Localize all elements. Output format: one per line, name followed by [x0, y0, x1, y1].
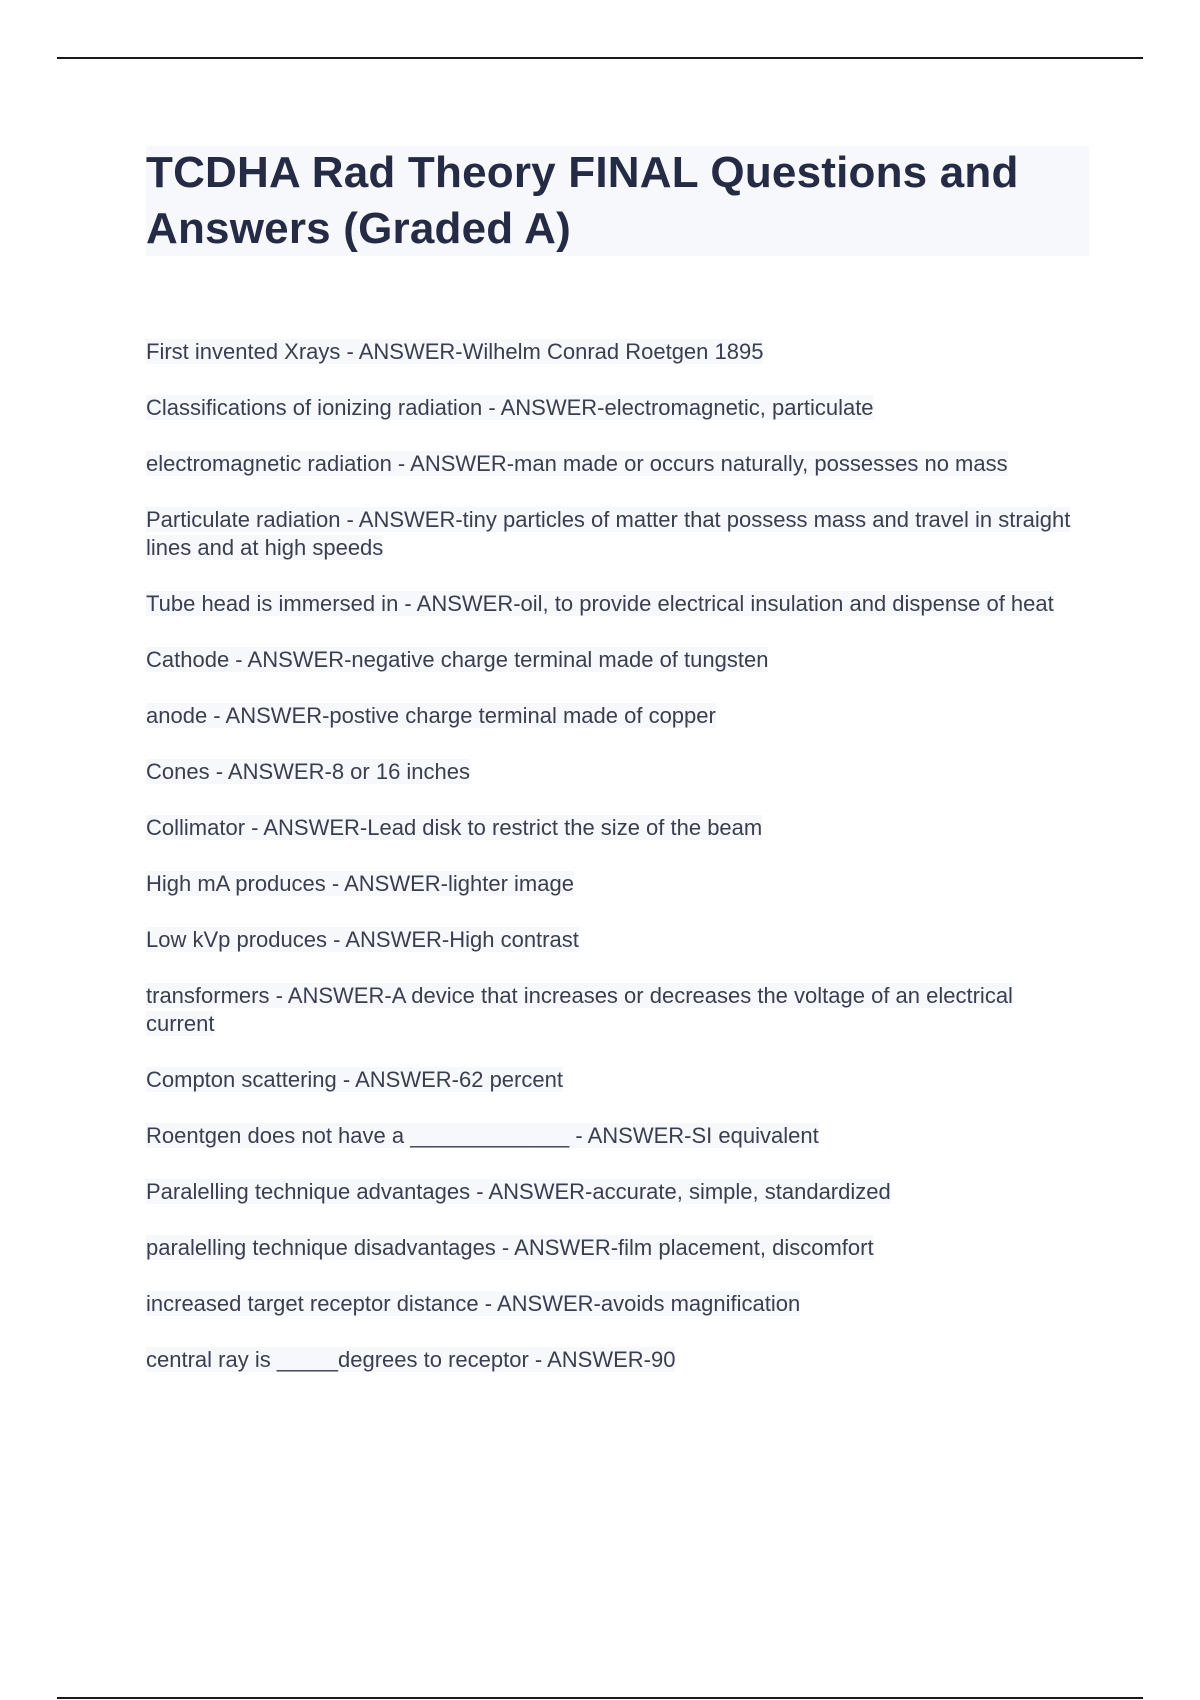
title-block: [146, 146, 1089, 256]
qa-item: [146, 1122, 1086, 1150]
qa-item: [146, 1290, 1086, 1318]
qa-text: Tube head is immersed in - ANSWER-oil, to provide electrical insulation and dispense of heat: [146, 591, 1054, 616]
qa-item: [146, 702, 1086, 730]
qa-text: central ray is _____degrees to receptor - ANSWER-90: [146, 1347, 676, 1372]
qa-text: Cathode - ANSWER-negative charge terminal made of tungsten: [146, 647, 769, 672]
qa-text: Paralelling technique advantages - ANSWER-accurate, simple, standardized: [146, 1179, 891, 1204]
qa-item: [146, 506, 1086, 562]
qa-text: transformers - ANSWER-A device that increases or decreases the voltage of an electrical current: [146, 983, 1013, 1036]
qa-text: First invented Xrays - ANSWER-Wilhelm Conrad Roetgen 1895: [146, 339, 764, 364]
qa-item: [146, 982, 1086, 1038]
qa-item: [146, 338, 1086, 366]
qa-item: [146, 814, 1086, 842]
qa-text: Particulate radiation - ANSWER-tiny particles of matter that possess mass and travel in straight lines and at high speeds: [146, 507, 1071, 560]
qa-text: increased target receptor distance - ANSWER-avoids magnification: [146, 1291, 801, 1316]
qa-item: [146, 646, 1086, 674]
qa-text: electromagnetic radiation - ANSWER-man made or occurs naturally, possesses no mass: [146, 451, 1008, 476]
qa-text: Collimator - ANSWER-Lead disk to restrict the size of the beam: [146, 815, 763, 840]
qa-item: [146, 758, 1086, 786]
qa-text: paralelling technique disadvantages - ANSWER-film placement, discomfort: [146, 1235, 874, 1260]
document-title: TCDHA Rad Theory FINAL Questions and Answers (Graded A): [146, 148, 1019, 253]
qa-item: [146, 1346, 1086, 1374]
qa-item: [146, 870, 1086, 898]
qa-item: [146, 1178, 1086, 1206]
qa-text: Compton scattering - ANSWER-62 percent: [146, 1067, 563, 1092]
top-rule: [57, 57, 1143, 59]
qa-text: Low kVp produces - ANSWER-High contrast: [146, 927, 579, 952]
qa-text: High mA produces - ANSWER-lighter image: [146, 871, 574, 896]
qa-item: [146, 926, 1086, 954]
qa-text: Cones - ANSWER-8 or 16 inches: [146, 759, 471, 784]
qa-text: Roentgen does not have a _____________ - ANSWER-SI equivalent: [146, 1123, 819, 1148]
qa-item: [146, 1066, 1086, 1094]
bottom-rule: [57, 1697, 1143, 1699]
qa-text: anode - ANSWER-postive charge terminal made of copper: [146, 703, 716, 728]
qa-text: Classifications of ionizing radiation - ANSWER-electromagnetic, particulate: [146, 395, 874, 420]
qa-item: [146, 450, 1086, 478]
qa-item: [146, 394, 1086, 422]
qa-item: [146, 590, 1086, 618]
qa-item: [146, 1234, 1086, 1262]
qa-list: [146, 338, 1086, 1402]
